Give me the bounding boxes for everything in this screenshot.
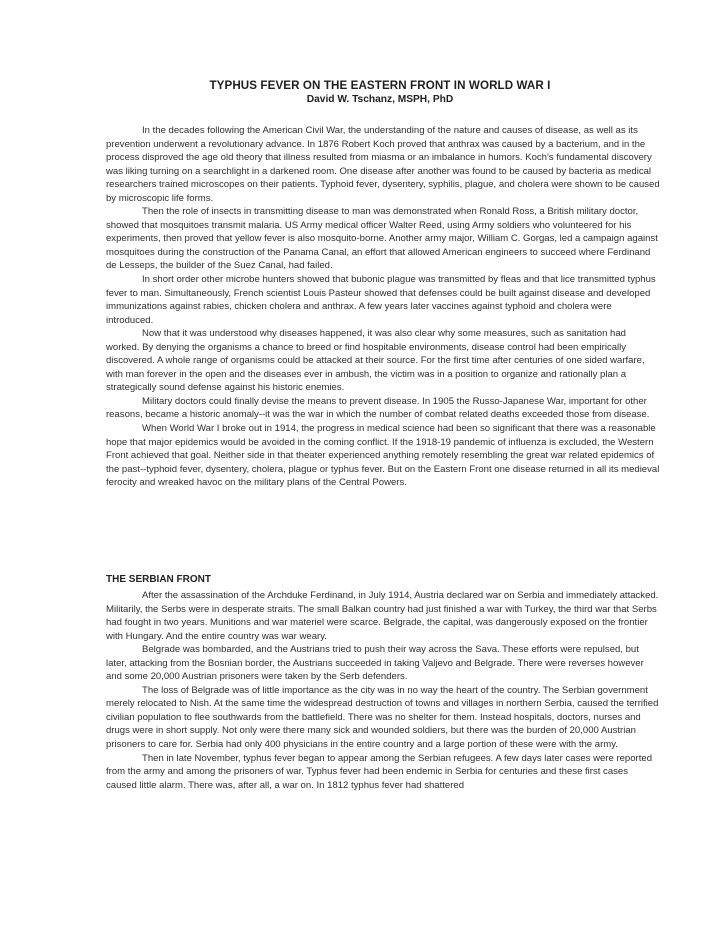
paragraph: The loss of Belgrade was of little importance as the city was in no way the heart of the country. The Serbian government merely relocated to Nish. At the same time the widespread destruction of towns and villages in northern Serbia, caused the terrified civilian population to flee southwards from the battlefield. There was no shelter for them. Instead hospitals, doctors, nurses and drugs were in short supply. Not only were there many sick and wounded soldiers, but there was the burden of 20,000 Austrian prisoners to care for. Serbia had only 400 physicians in the entire country and a large portion of these were with the army.	[106, 684, 659, 751]
paragraph: Now that it was understood why diseases happened, it was also clear why some measures, such as sanitation had worked. By denying the organisms a chance to breed or find hospitable environments, disease control had been empirically discovered. A whole range of organisms could be attacked at their source. For the first time after centuries of one sided warfare, with man forever in the open and the diseases ever in ambush, the victim was in a position to organize and rationally plan a strategically sound defense against his historic enemies.	[106, 328, 645, 394]
paragraph: After the assassination of the Archduke Ferdinand, in July 1914, Austria declared war on Serbia and immediately attacked. Militarily, the Serbs were in desperate straits. The small Balkan country had just finished a war with Turkey, the third war that Serbs had fought in two years. Munitions and war materiel were scarce. Belgrade, the capital, was dangerously exposed on the frontier with Hungary. And the entire country was war weary.	[106, 590, 659, 642]
paragraph: In the decades following the American Civil War, the understanding of the nature and causes of disease, as well as its prevention underwent a revolutionary advance. In 1876 Robert Koch proved that anthrax was caused by a bacterium, and in the process disproved the age old theory that illness resulted from miasma or an imbalance in humors. Koch's fundamental discovery was liking turning on a searchlight in a darkened room. One disease after another was found to be caused by bacteria as medical researchers trained microscopes on their patients. Typhoid fever, dysentery, syphilis, plague, and cholera were shown to be caused by microscopic life forms.	[106, 125, 660, 204]
paragraph: In short order other microbe hunters showed that bubonic plague was transmitted by fleas and that lice transmitted typhus fever to man. Simultaneously, French scientist Louis Pasteur showed that defenses could be built against disease and developed immunizations against rabies, chicken cholera and anthrax. A few years later vaccines against typhoid and cholera were introduced.	[106, 274, 656, 326]
paragraph: Military doctors could finally devise the means to prevent disease. In 1905 the Russo-Japanese War, important for other reasons, became a historic anomaly--it was the war in which the number of combat related deaths exceeded those from disease.	[106, 395, 650, 421]
paragraph: Then the role of insects in transmitting disease to man was demonstrated when Ronald Ross, a British military doctor, showed that mosquitoes transmit malaria. US Army medical officer Walter Reed, using Army soldiers who volunteered for his experiments, then proved that yellow fever is also mosquito-borne. Another army major, William C. Gorgas, led a campaign against mosquitoes during the construction of the Panama Canal, an effort that allowed American engineers to succeed where Ferdinand de Lesseps, the builder of the Suez Canal, had failed.	[106, 206, 658, 272]
document-body	[106, 124, 660, 490]
paragraph: When World War I broke out in 1914, the progress in medical science had been so significant that there was a reasonable hope that major epidemics would be avoided in the coming conflict. If the 1918-19 pandemic of influenza is excluded, the Western Front achieved that goal. Neither side in that theater experienced anything remotely resembling the great war related epidemics of the past--typhoid fever, dysentery, cholera, plague or typhus fever. But on the Eastern Front one disease returned in all its medieval ferocity and wreaked havoc on the military plans of the Central Powers.	[106, 423, 660, 489]
section-body	[106, 589, 660, 792]
section-heading: THE SERBIAN FRONT	[106, 574, 211, 585]
document-author: David W. Tschanz, MSPH, PhD	[306, 94, 454, 105]
paragraph: Then in late November, typhus fever began to appear among the Serbian refugees. A few days later cases were reported from the army and among the prisoners of war. Typhus fever had been endemic in Serbia for centuries and these first cases caused little alarm. There was, after all, a war on. In 1812 typhus fever had shattered	[106, 752, 653, 791]
paragraph: Belgrade was bombarded, and the Austrians tried to push their way across the Sava. These efforts were repulsed, but later, attacking from the Bosnian border, the Austrians succeeded in taking Valjevo and Belgrade. There were reverses however and some 20,000 Austrian prisoners were taken by the Serb defenders.	[106, 644, 644, 683]
document-title: TYPHUS FEVER ON THE EASTERN FRONT IN WORLD WAR I	[209, 79, 551, 92]
